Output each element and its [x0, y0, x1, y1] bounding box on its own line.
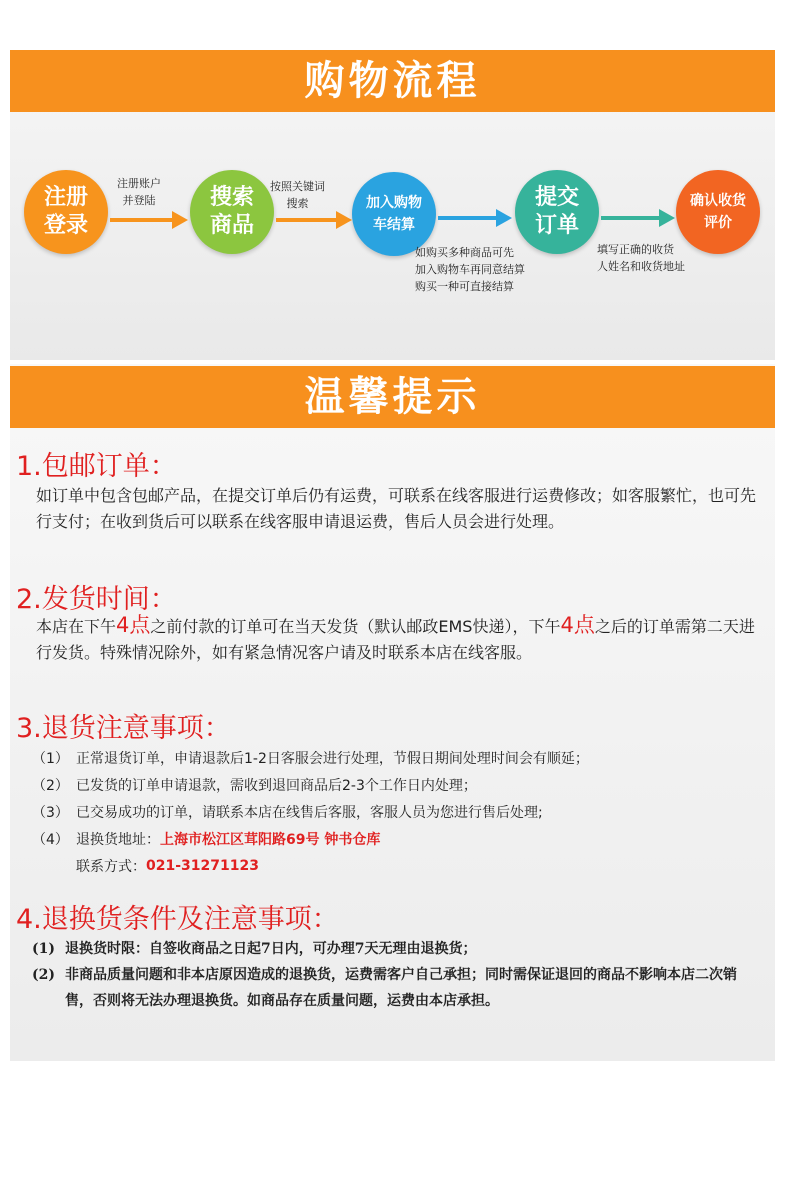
contact-label: 联系方式：	[76, 858, 146, 875]
arrow-icon	[276, 218, 338, 222]
section-title-return-notes: 3.退货注意事项：	[16, 713, 231, 744]
list-item	[32, 825, 589, 852]
list-number: （3）	[32, 804, 69, 821]
arrow-icon	[438, 216, 498, 220]
list-number: （2）	[32, 777, 69, 794]
section-title-shipping-time: 2.发货时间：	[16, 584, 177, 615]
flow-banner: 购物流程	[10, 50, 775, 112]
step-note-cart: 如购买多种商品可先 加入购物车再同意结算 购买一种可直接结算	[415, 246, 525, 293]
highlight-time: 4点	[560, 613, 595, 637]
list-number: （4）	[32, 831, 69, 848]
step-add-to-cart: 加入购物 车结算	[352, 172, 436, 256]
list-text: 已发货的订单申请退款，需收到退回商品后2-3个工作日内处理；	[76, 777, 477, 794]
list-item	[32, 962, 762, 1014]
list-text: 退换货时限：自签收商品之日起7日内，可办理7天无理由退换货；	[65, 941, 477, 957]
step-search-products: 搜索 商品	[190, 170, 274, 254]
step-note-search: 按照关键词 搜索	[270, 180, 325, 210]
list-number: (2)	[32, 967, 55, 983]
return-address: 上海市松江区茸阳路69号 钟书仓库	[160, 831, 381, 848]
list-item	[32, 936, 762, 962]
section-title-exchange-conditions: 4.退换货条件及注意事项：	[16, 904, 339, 935]
list-text: 非商品质量问题和非本店原因造成的退换货，运费需客户自己承担；同时需保证退回的商品不影响本店二次销售，否则将无法办理退换货。如商品存在质量问题，运费由本店承担。	[65, 967, 737, 1009]
list-item	[32, 744, 589, 771]
list-text: 正常退货订单，申请退款后1-2日客服会进行处理，节假日期间处理时间会有顺延；	[76, 750, 589, 767]
shipping-text-a: 本店在下午	[36, 617, 117, 636]
highlight-time: 4点	[116, 613, 151, 637]
arrow-icon	[110, 218, 174, 222]
section-text-free-shipping: 如订单中包含包邮产品，在提交订单后仍有运费，可联系在线客服进行运费修改；如客服繁忙，也可先行支付；在收到货后可以联系在线客服申请退运费，售后人员会进行处理。	[36, 486, 757, 531]
list-item	[32, 798, 589, 825]
shipping-text-c: 之后的订单需第二天进行发货。特殊情况除外，如有紧急情况客户请及时联系本店在线客服。	[36, 617, 755, 662]
list-number: (1)	[32, 941, 55, 957]
step-note-register: 注册账户 并登陆	[117, 177, 161, 207]
exchange-conditions-list	[32, 936, 762, 1014]
list-text: 退换货地址：	[76, 831, 160, 848]
contact-row	[32, 852, 589, 879]
tips-banner: 温馨提示	[10, 366, 775, 428]
shipping-text-b: 之前付款的订单可在当天发货（默认邮政EMS快递），下午	[150, 617, 561, 636]
step-submit-order: 提交 订单	[515, 170, 599, 254]
list-number: （1）	[32, 750, 69, 767]
section-text-shipping-time	[36, 612, 758, 666]
arrow-icon	[601, 216, 661, 220]
return-notes-list	[32, 744, 589, 879]
step-register-login: 注册 登录	[24, 170, 108, 254]
list-text: 已交易成功的订单，请联系本店在线售后客服，客服人员为您进行售后处理;	[76, 804, 543, 821]
list-item	[32, 771, 589, 798]
section-title-free-shipping: 1.包邮订单：	[16, 451, 177, 482]
contact-phone: 021-31271123	[146, 857, 259, 874]
step-confirm-review: 确认收货 评价	[676, 170, 760, 254]
step-note-submit: 填写正确的收货 人姓名和收货地址	[597, 243, 685, 273]
